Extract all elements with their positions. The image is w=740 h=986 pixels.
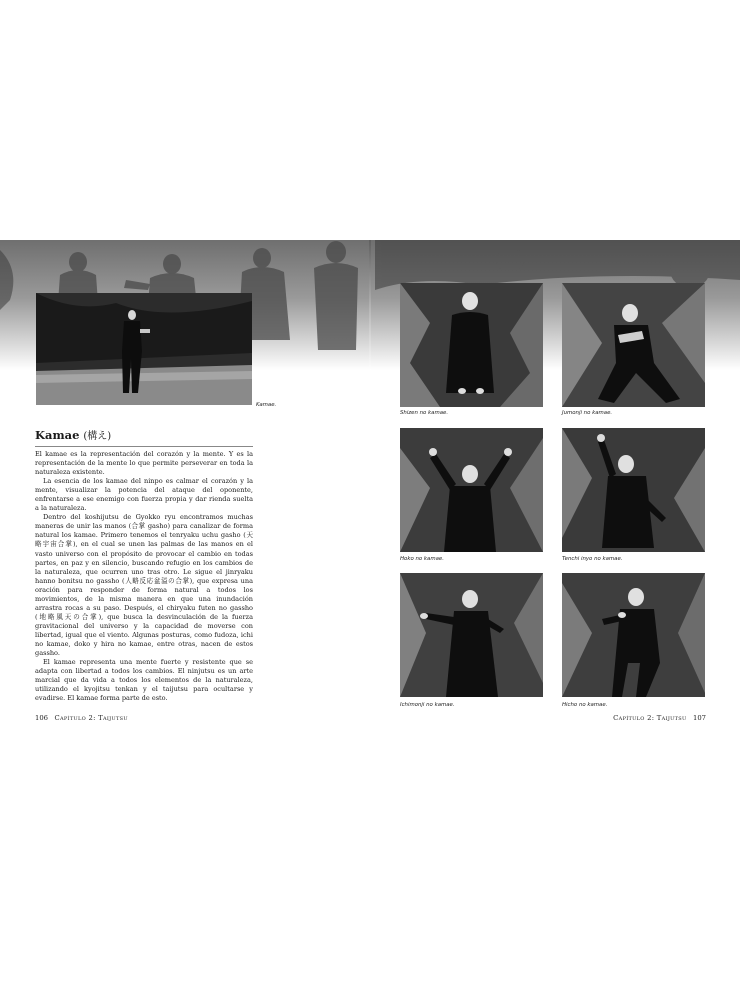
- heading-title: Kamae: [35, 428, 80, 442]
- paragraph-2: La esencia de los kamae del ninpo es calmar el corazón y la mente, visualizar la potencia del ataque del oponente, enfrentarse a ese enemigo con fuerza propia y dar rienda suelta a la naturaleza.: [35, 477, 253, 513]
- shizen-photo: [400, 283, 543, 407]
- hoko-photo: [400, 428, 543, 552]
- section-heading: [35, 427, 253, 447]
- tenchi-inyo-photo: [562, 428, 705, 552]
- ichimonji-caption: Ichimonji no kamae.: [400, 702, 455, 708]
- body-text: [35, 450, 253, 703]
- hoko-caption: Hoko no kamae.: [400, 556, 444, 562]
- tenchi-inyo-caption: Tenchi inyo no kamae.: [562, 556, 623, 562]
- left-folio: [35, 714, 128, 722]
- ichimonji-photo: [400, 573, 543, 697]
- page-gutter: [369, 240, 371, 370]
- paragraph-3: Dentro del koshijutsu de Gyokko ryu encontramos muchas maneras de unir las manos (合掌 gasho) para canalizar de forma natural los kamae. Primero tenemos el tenryaku uchu gasho (天略宇宙合掌), en el cual se unen las palmas de las manos en el vasto universo con el propósito de provocar el cambio en todas partes, en paz y en silencio, buscando refugio en los cambios de la naturaleza, que ocurren uno tras otro. Le sigue el jinryaku hanno bonitsu no gassho (人略反応盆溢の合掌), que expresa una oración para responder de forma natural a todos los movimientos, de la misma manera en que una inundación arrastra rocas a su paso. Después, el chiryaku futen no gassho (地略風天の合掌), que busca la desvinculación de la fuerza gravitacional del universo y la capacidad de moverse con libertad, igual que el viento. Algunas posturas, como fudoza, ichi no kamae, doko y hira no kamae, entre otras, nacen de estos gassho.: [35, 513, 253, 658]
- right-folio: [613, 714, 706, 722]
- right-page-number: 107: [693, 714, 706, 722]
- hicho-photo: [562, 573, 705, 697]
- kamae-photo-caption: Kamae.: [256, 402, 277, 408]
- paragraph-1: El kamae es la representación del corazón y la mente. Y es la representación de la mente lo que permite perseverar en toda la naturaleza existente.: [35, 450, 253, 477]
- right-running-head: Capítulo 2: Taijutsu: [613, 714, 687, 722]
- heading-kanji: (構え): [83, 431, 112, 442]
- hicho-caption: Hicho no kamae.: [562, 702, 608, 708]
- shizen-caption: Shizen no kamae.: [400, 410, 449, 416]
- jumonji-photo: [562, 283, 705, 407]
- kamae-photo: [36, 293, 252, 405]
- left-page-number: 106: [35, 714, 48, 722]
- left-running-head: Capítulo 2: Taijutsu: [54, 714, 128, 722]
- paragraph-4: El kamae representa una mente fuerte y resistente que se adapta con libertad a todos los cambios. El ninjutsu es un arte marcial que da vida a todos los elementos de la naturaleza, utilizando el kyojitsu tenkan y el taijutsu para ocultarse y evadirse. El kamae forma parte de esto.: [35, 658, 253, 703]
- jumonji-caption: Jumonji no kamae.: [562, 410, 613, 416]
